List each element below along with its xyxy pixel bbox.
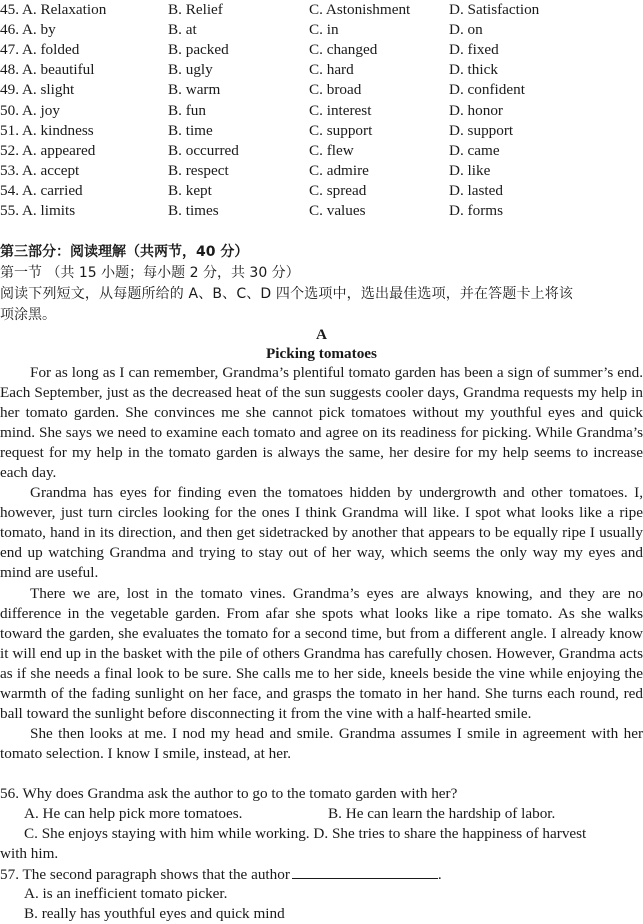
option-d: D. Satisfaction: [449, 1, 540, 18]
option-b: B. kept: [168, 181, 212, 199]
passage-title: Picking tomatoes: [266, 345, 377, 362]
option-c: C. interest: [309, 101, 372, 119]
option-a: 52. A. appeared: [0, 141, 96, 159]
question-57-option-b: B. really has youthful eyes and quick mind: [24, 905, 285, 922]
passage-paragraph: She then looks at me. I nod my head and smile. Grandma assumes I smile in agreement with her tomato selection. I know I smile, instead, at her.: [0, 724, 643, 762]
option-b: B. fun: [168, 101, 206, 119]
option-b: B. warm: [168, 81, 221, 99]
option-c: C. Astonishment: [309, 1, 411, 18]
option-a: 48. A. beautiful: [0, 61, 95, 79]
passage-body: [0, 363, 643, 764]
passage-paragraph: For as long as I can remember, Grandma’s plentiful tomato garden has been a sign of summer’s end. Each September, just as the decreased heat of the sun suggests cooler days, Grandma requests my help in her tomato garden. She convinces me she cannot pick tomatoes without my youthful eyes and quick mind. She says we need to examine each tomato and agree on its readiness for picking. While Grandma’s request for my help in the tomato garden is always the same, her desire for my help seems to increase each day.: [0, 364, 643, 482]
option-d: D. forms: [449, 202, 503, 219]
question-57-option-a: A. is an inefficient tomato picker.: [24, 885, 228, 902]
option-b: B. respect: [168, 161, 229, 179]
question-56-options-ab: [0, 804, 643, 824]
option-row: [0, 201, 643, 221]
option-a: 47. A. folded: [0, 41, 80, 59]
option-row: [0, 60, 643, 80]
passage-label: A: [316, 326, 327, 343]
option-c: C. flew: [309, 141, 354, 159]
option-b: B. packed: [168, 41, 229, 59]
option-d: D. on: [449, 21, 483, 39]
option-b: B. times: [168, 202, 219, 219]
option-d: D. like: [449, 161, 491, 179]
option-c: C. changed: [309, 41, 378, 59]
part-title: 第三部分：阅读理解（共两节，40 分）: [0, 244, 249, 260]
option-row: [0, 141, 643, 161]
option-d: D. came: [449, 141, 500, 159]
subsection-title: 第一节 （共 15 小题；每小题 2 分，共 30 分）: [0, 265, 300, 281]
question-56-option-a: A. He can help pick more tomatoes.: [24, 805, 243, 822]
passage-paragraph: Grandma has eyes for finding even the tomatoes hidden by undergrowth and other tomatoes. I, however, just turn circles looking for the ones I think Grandma will like. I spot what looks like a ripe tomato, hand in its direction, and then get sidetracked by another that appears to be equally ripe I usually end up watching Grandma and trying to stay out of her way, which seems the only way my eyes and mind are useful.: [0, 484, 643, 582]
question-56-options-cd: C. She enjoys staying with him while working. D. She tries to share the happiness of harvest: [24, 825, 587, 842]
option-row: [0, 181, 643, 201]
question-56-stem: 56. Why does Grandma ask the author to go to the tomato garden with her?: [0, 785, 458, 802]
passage-paragraph: There we are, lost in the tomato vines. Grandma’s eyes are always knowing, and they are no difference in the vegetable garden. From afar she spots what looks like a ripe tomato. As she walks toward the garden, she evaluates the tomato for a second time, but from a different angle. I already know it will end up in the basket with the pile of others Grandma has carefully chosen. However, Grandma acts as if she needs a final look to be sure. She calls me to her side, kneels beside the vine while enjoying the warmth of the fading sunlight on her face, and grasps the tomato in her hand. She turns each round, red ball toward the sunlight before disconnecting it from the vine with a half-hearted smile.: [0, 584, 643, 722]
option-a: 50. A. joy: [0, 101, 60, 119]
option-a: 45. A. Relaxation: [0, 1, 107, 18]
option-c: C. values: [309, 202, 366, 219]
option-c: C. broad: [309, 81, 362, 99]
option-c: C. spread: [309, 181, 367, 199]
option-a: 49. A. slight: [0, 81, 75, 99]
answer-blank: [292, 864, 438, 879]
question-57-stem: 57. The second paragraph shows that the author: [0, 866, 290, 883]
option-a: 54. A. carried: [0, 181, 83, 199]
option-b: B. at: [168, 21, 197, 39]
option-row: [0, 101, 643, 121]
option-row: [0, 80, 643, 100]
option-c: C. admire: [309, 161, 369, 179]
option-d: D. honor: [449, 101, 503, 119]
option-a: 55. A. limits: [0, 202, 76, 219]
question-56-options-cd-cont: with him.: [0, 845, 59, 862]
option-row: [0, 20, 643, 40]
question-57-stem-row: [0, 864, 643, 884]
option-row: [0, 0, 643, 20]
option-d: D. lasted: [449, 181, 503, 199]
option-a: 46. A. by: [0, 21, 56, 39]
option-a: 53. A. accept: [0, 161, 80, 179]
option-b: B. ugly: [168, 61, 213, 79]
option-row: [0, 161, 643, 181]
option-c: C. in: [309, 21, 339, 39]
option-c: C. support: [309, 121, 373, 139]
option-c: C. hard: [309, 61, 354, 79]
option-d: D. thick: [449, 61, 498, 79]
option-d: D. confident: [449, 81, 525, 99]
instruction-line-1: 阅读下列短文，从每题所给的 A、B、C、D 四个选项中，选出最佳选项，并在答题卡上将该: [0, 286, 574, 302]
option-a: 51. A. kindness: [0, 121, 94, 139]
option-d: D. fixed: [449, 41, 499, 59]
option-row: [0, 40, 643, 60]
question-57-period: .: [437, 866, 442, 883]
option-b: B. occurred: [168, 141, 239, 159]
instruction-line-2: 项涂黑。: [0, 307, 56, 323]
option-b: B. Relief: [168, 1, 223, 18]
option-row: [0, 121, 643, 141]
question-56-option-b: B. He can learn the hardship of labor.: [328, 805, 556, 822]
option-d: D. support: [449, 121, 514, 139]
option-b: B. time: [168, 121, 213, 139]
